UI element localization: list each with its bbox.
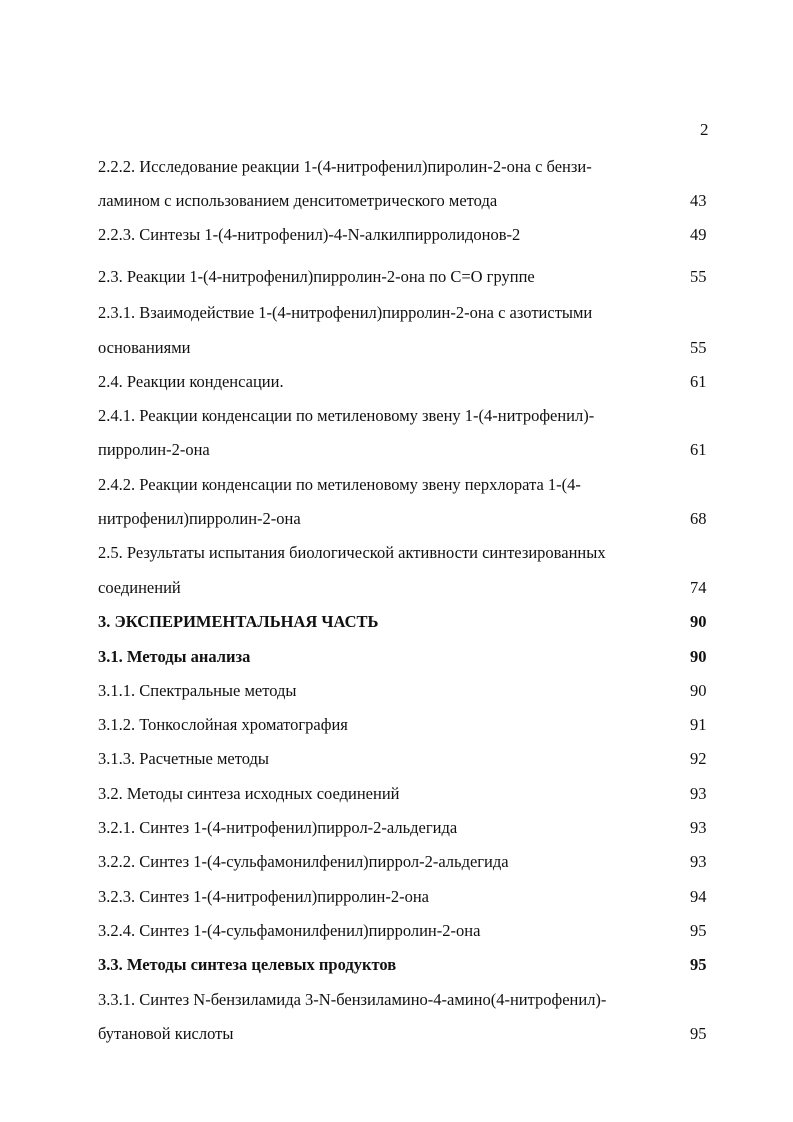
toc-entry-text: основаниями <box>98 338 191 357</box>
toc-entry-page: 90 <box>690 612 707 631</box>
toc-entry-page: 55 <box>690 267 707 286</box>
toc-entry-text: 2.3. Реакции 1-(4-нитрофенил)пирролин-2-она по С=О группе <box>98 267 535 286</box>
toc-line <box>98 507 718 531</box>
toc-entry-text: 2.3.1. Взаимодействие 1-(4-нитрофенил)пирролин-2-она с азотистыми <box>98 303 593 322</box>
toc-entry-page: 95 <box>690 955 707 974</box>
toc-entry-text: 3.1.3. Расчетные методы <box>98 749 269 768</box>
toc-entry-page: 92 <box>690 749 707 768</box>
toc-entry-page: 95 <box>690 1024 707 1043</box>
toc-entry-text: 3.2.4. Синтез 1-(4-сульфамонилфенил)пирролин-2-она <box>98 921 481 940</box>
toc-entry-text: пирролин-2-она <box>98 440 210 459</box>
toc-entry-text: 3.1.1. Спектральные методы <box>98 681 297 700</box>
toc-entry-page: 93 <box>690 852 707 871</box>
toc-entry-text: 2.4. Реакции конденсации. <box>98 372 284 391</box>
toc-line <box>98 1022 718 1046</box>
toc-line <box>98 301 718 325</box>
toc-line <box>98 370 718 394</box>
toc-entry-page: 91 <box>690 715 707 734</box>
toc-line <box>98 610 718 634</box>
toc-entry-page: 49 <box>690 225 707 244</box>
toc-entry-page: 95 <box>690 921 707 940</box>
toc-entry-page: 74 <box>690 578 707 597</box>
toc-entry-page: 43 <box>690 191 707 210</box>
toc-entry-text: 2.4.1. Реакции конденсации по метиленовому звену 1-(4-нитрофенил)- <box>98 406 595 425</box>
toc-entry-text: 3.2.3. Синтез 1-(4-нитрофенил)пирролин-2-она <box>98 887 429 906</box>
toc-line <box>98 645 718 669</box>
toc-line <box>98 473 718 497</box>
toc-entry-page: 55 <box>690 338 707 357</box>
toc-entry-text: 2.4.2. Реакции конденсации по метиленовому звену перхлората 1-(4- <box>98 475 581 494</box>
toc-entry-text: 3.3.1. Синтез N-бензиламида 3-N-бензиламино-4-амино(4-нитрофенил)- <box>98 990 607 1009</box>
toc-line <box>98 850 718 874</box>
toc-line <box>98 336 718 360</box>
toc-entry-page: 93 <box>690 784 707 803</box>
toc-line <box>98 155 718 179</box>
toc-entry-page: 61 <box>690 440 707 459</box>
toc-line <box>98 541 718 565</box>
toc-line <box>98 885 718 909</box>
toc-entry-text: 3.2.2. Синтез 1-(4-сульфамонилфенил)пиррол-2-альдегида <box>98 852 509 871</box>
toc-entry-text: 3.2. Методы синтеза исходных соединений <box>98 784 400 803</box>
toc-line <box>98 919 718 943</box>
toc-section-heading: 3.1. Методы анализа <box>98 647 251 666</box>
toc-line <box>98 679 718 703</box>
toc-line <box>98 223 718 247</box>
toc-line <box>98 576 718 600</box>
toc-entry-text: 2.5. Результаты испытания биологической активности синтезированных <box>98 543 606 562</box>
toc-entry-page: 68 <box>690 509 707 528</box>
toc-line <box>98 988 718 1012</box>
toc-section-heading: 3. ЭКСПЕРИМЕНТАЛЬНАЯ ЧАСТЬ <box>98 612 379 631</box>
toc-line <box>98 782 718 806</box>
toc-entry-page: 93 <box>690 818 707 837</box>
page-number: 2 <box>700 120 709 139</box>
toc-line <box>98 713 718 737</box>
toc-line <box>98 404 718 428</box>
toc-line <box>98 816 718 840</box>
toc-line <box>98 265 718 289</box>
toc-entry-text: 3.2.1. Синтез 1-(4-нитрофенил)пиррол-2-альдегида <box>98 818 458 837</box>
toc-entry-page: 61 <box>690 372 707 391</box>
toc-entry-text: ламином с использованием денситометрического метода <box>98 191 498 210</box>
toc-entry-text: 3.1.2. Тонкослойная хроматография <box>98 715 348 734</box>
toc-entry-text: 2.2.2. Исследование реакции 1-(4-нитрофенил)пиролин-2-она с бензи- <box>98 157 592 176</box>
toc-entry-page: 90 <box>690 647 707 666</box>
toc-line <box>98 189 718 213</box>
toc-line <box>98 438 718 462</box>
toc-line <box>98 953 718 977</box>
toc-entry-text: нитрофенил)пирролин-2-она <box>98 509 301 528</box>
toc-section-heading: 3.3. Методы синтеза целевых продуктов <box>98 955 397 974</box>
toc-line <box>98 747 718 771</box>
toc-entry-page: 94 <box>690 887 707 906</box>
toc-entry-text: бутановой кислоты <box>98 1024 234 1043</box>
toc-entry-text: соединений <box>98 578 181 597</box>
toc-entry-text: 2.2.3. Синтезы 1-(4-нитрофенил)-4-N-алкилпирролидонов-2 <box>98 225 521 244</box>
toc-entry-page: 90 <box>690 681 707 700</box>
